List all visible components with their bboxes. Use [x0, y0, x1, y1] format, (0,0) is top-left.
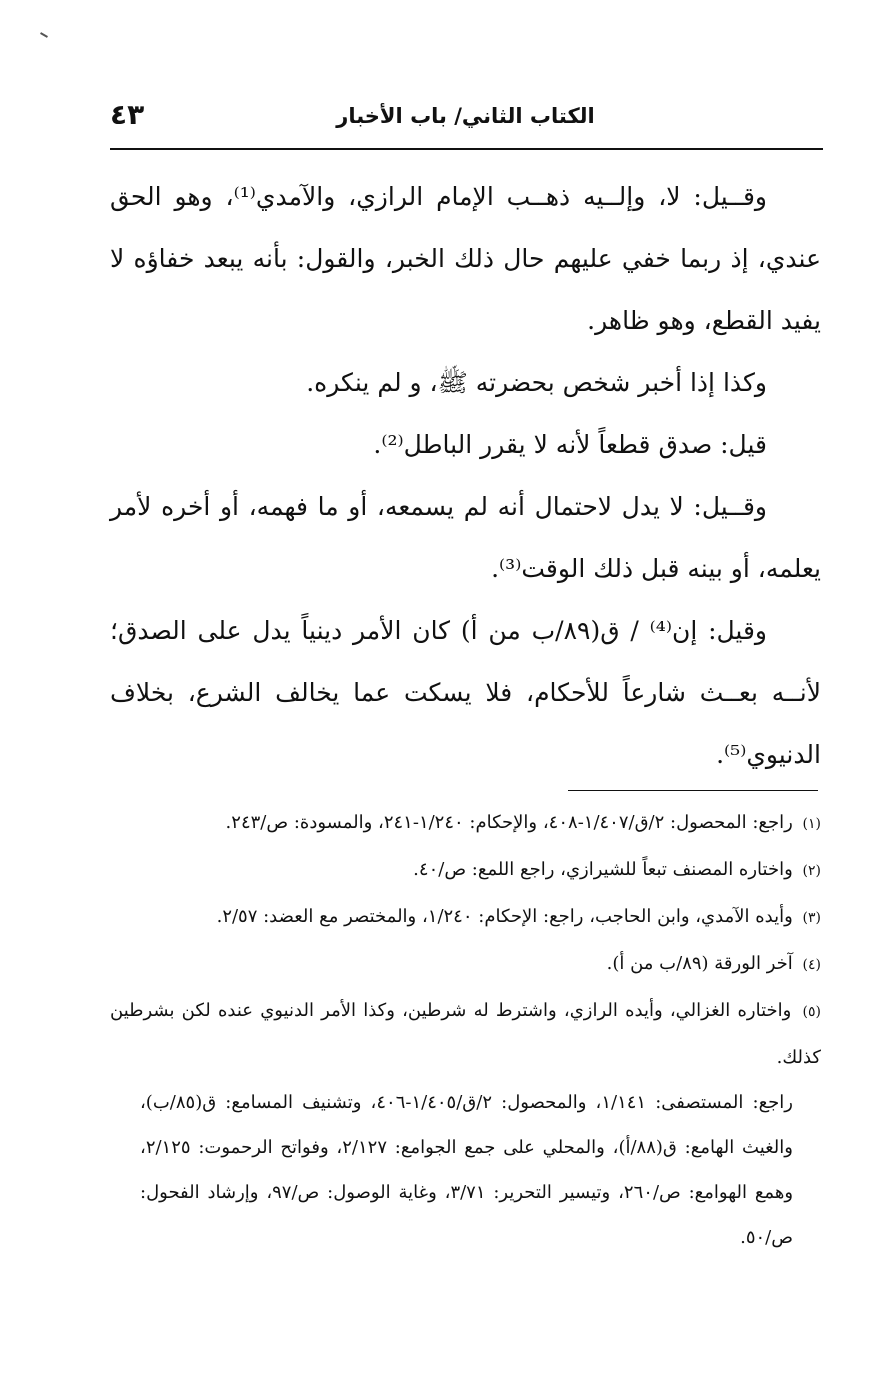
- paragraph-4: وقــيل: لا يدل لاحتمال أنه لم يسمعه، أو ما فهمه، أو أخره لأمر يعلمه، أو بينه قبل ذلك الوقت⁽³⁾.: [110, 492, 821, 583]
- footnote-text: واختاره الغزالي، وأيده الرازي، واشترط له شرطين، وكذا الأمر الدنيوي عنده لكن بشرطين كذلك.: [110, 1000, 821, 1068]
- footnote-2: [110, 847, 821, 894]
- footnote-number: (٣): [802, 910, 821, 926]
- footnote-number: (٥): [802, 1004, 821, 1020]
- footnote-text: آخر الورقة (٨٩/ب من أ).: [606, 953, 793, 974]
- footnote-text: راجع: المحصول: ٢/ق/١/٤٠٧-٤٠٨، والإحكام: ١/٢٤٠-٢٤١، والمسودة: ص/٢٤٣.: [225, 812, 793, 833]
- footnote-3: [110, 894, 821, 941]
- footnote-5-references: راجع: المستصفى: ١/١٤١، والمحصول: ٢/ق/١/٤٠٥-٤٠٦، وتشنيف المسامع: ق(٨٥/ب)، والغيث الهامع: ق(٨٨/أ)، والمحلي على جمع الجوامع: ٢/١٢٧، وفواتح الرحموت: ٢/١٢٥، وهمع الهوامع: ص/٢٦٠، وتيسير التحرير: ٣/٧١، وغاية الوصول: ص/٩٧، وإرشاد الفحول: ص/٥٠.: [140, 1092, 794, 1248]
- footnote-text: واختاره المصنف تبعاً للشيرازي، راجع اللمع: ص/٤٠.: [413, 859, 793, 880]
- page-number: ٤٣: [110, 98, 145, 131]
- footnote-number: (٢): [802, 863, 821, 879]
- footnote-4: [110, 941, 821, 988]
- paragraph-5: وقيل: إن⁽⁴⁾ / ق(٨٩/ب من أ) كان الأمر دينياً يدل على الصدق؛ لأنــه بعــث شارعاً للأحكام، فلا يسكت عما يخالف الشرع، بخلاف الدنيوي⁽⁵⁾.: [110, 616, 821, 769]
- footnote-number: (١): [802, 816, 821, 832]
- footnotes: [110, 800, 821, 1260]
- paragraph-2: وكذا إذا أخبر شخص بحضرته ﷺ، و لم ينكره.: [306, 368, 767, 397]
- paragraph-3: قيل: صدق قطعاً لأنه لا يقرر الباطل⁽²⁾.: [373, 430, 767, 459]
- main-text: [110, 166, 821, 786]
- running-header-title: الكتاب الثاني/ باب الأخبار: [336, 104, 595, 128]
- scan-speck: [40, 32, 48, 38]
- paragraph-1: وقــيل: لا، وإلــيه ذهــب الإمام الرازي، والآمدي⁽¹⁾، وهو الحق عندي، إذ ربما خفي عليهم حال ذلك الخبر، والقول: بأنه يبعد خفاؤه لا يفيد القطع، وهو ظاهر.: [110, 182, 821, 335]
- running-header: [110, 98, 821, 142]
- footnote-text: وأيده الآمدي، وابن الحاجب، راجع: الإحكام: ١/٢٤٠، والمختصر مع العضد: ٢/٥٧.: [216, 906, 793, 927]
- header-rule: [110, 148, 823, 150]
- footnote-separator: [568, 790, 818, 791]
- footnote-1: [110, 800, 821, 847]
- footnote-5: [110, 988, 821, 1080]
- footnote-number: (٤): [802, 957, 821, 973]
